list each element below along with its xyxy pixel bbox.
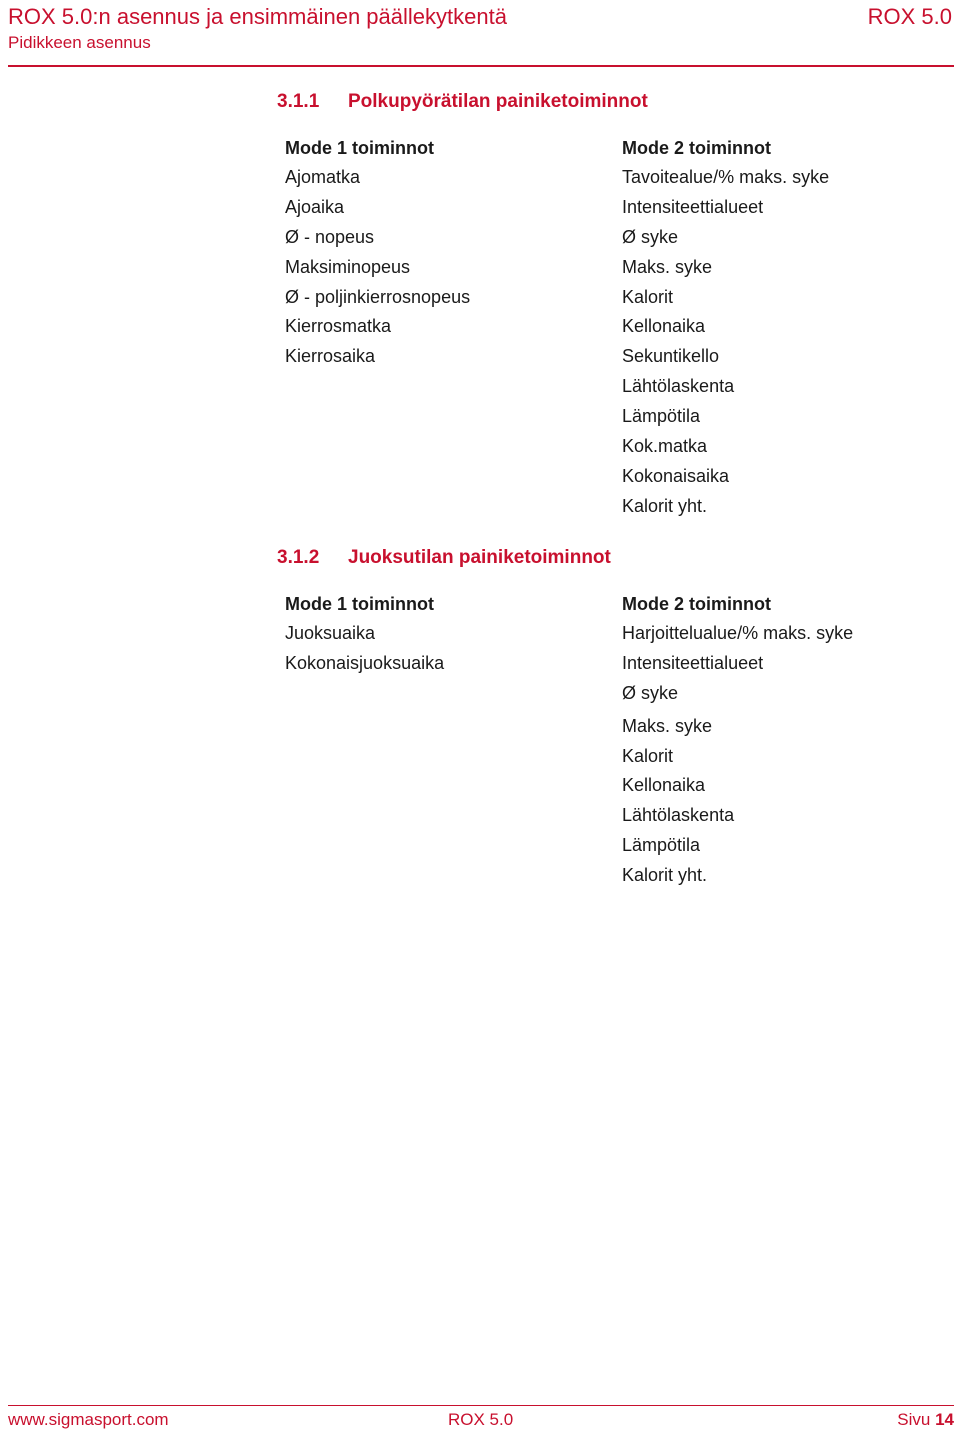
- brand-label: ROX 5.0: [867, 4, 952, 29]
- section-number: 3.1.1: [277, 91, 320, 112]
- list-item: Kellonaika: [622, 316, 706, 337]
- list-item: Intensiteettialueet: [622, 652, 764, 673]
- list-item: Juoksuaika: [285, 623, 376, 643]
- list-item: Kellonaika: [622, 775, 706, 796]
- section-title: Juoksutilan painiketoiminnot: [348, 547, 611, 568]
- list-item: Kierrosmatka: [285, 316, 392, 337]
- list-item: Kalorit: [622, 745, 674, 766]
- list-item: Lämpötila: [622, 406, 701, 427]
- list-item: Kokonaisaika: [622, 465, 730, 486]
- list-item: Maks. syke: [622, 715, 713, 736]
- list-item: Ø syke: [622, 226, 679, 247]
- list-item: Intensiteettialueet: [622, 196, 764, 217]
- run-mode2-list: [622, 589, 853, 891]
- list-item: Lähtölaskenta: [622, 376, 735, 397]
- list-item: Kalorit yht.: [622, 865, 708, 886]
- list-item: Maksiminopeus: [285, 256, 411, 277]
- list-item: Lähtölaskenta: [622, 805, 735, 826]
- list-item: Maks. syke: [622, 256, 713, 277]
- bike-mode1-list: [285, 133, 470, 372]
- mode1-heading: Mode 1 toiminnot: [285, 594, 434, 614]
- header-divider: [8, 65, 954, 67]
- document-title: ROX 5.0:n asennus ja ensimmäinen päällekytkentä: [8, 4, 507, 29]
- list-item: Ajomatka: [285, 167, 361, 187]
- bike-mode2-list: [622, 133, 829, 522]
- website-link[interactable]: www.sigmasport.com: [8, 1410, 169, 1429]
- list-item: Harjoittelualue/% maks. syke: [622, 623, 854, 643]
- list-item: Kalorit: [622, 286, 674, 307]
- list-item: Kokonaisjuoksuaika: [285, 652, 445, 673]
- page-label: Sivu: [897, 1410, 931, 1429]
- list-item: Kierrosaika: [285, 346, 376, 367]
- list-item: Tavoitealue/% maks. syke: [622, 167, 830, 187]
- section-title: Polkupyörätilan painiketoiminnot: [348, 91, 648, 112]
- document-subtitle: Pidikkeen asennus: [8, 33, 151, 52]
- page-number-label: [897, 1410, 954, 1430]
- run-mode1-list: [285, 589, 444, 679]
- section-number: 3.1.2: [277, 547, 320, 568]
- list-item: Ajoaika: [285, 196, 345, 217]
- list-item: Kalorit yht.: [622, 495, 708, 516]
- footer-divider: [8, 1405, 954, 1406]
- list-item: Lämpötila: [622, 835, 701, 856]
- mode2-heading: Mode 2 toiminnot: [622, 594, 771, 614]
- list-item: Kok.matka: [622, 436, 708, 457]
- list-item: Ø syke: [622, 682, 679, 703]
- mode2-heading: Mode 2 toiminnot: [622, 138, 771, 158]
- list-item: Ø - poljinkierrosnopeus: [285, 286, 471, 307]
- list-item: Ø - nopeus: [285, 226, 375, 247]
- page-number: 14: [935, 1410, 954, 1429]
- footer-product-label: ROX 5.0: [448, 1410, 514, 1429]
- mode1-heading: Mode 1 toiminnot: [285, 138, 434, 158]
- list-item: Sekuntikello: [622, 346, 720, 367]
